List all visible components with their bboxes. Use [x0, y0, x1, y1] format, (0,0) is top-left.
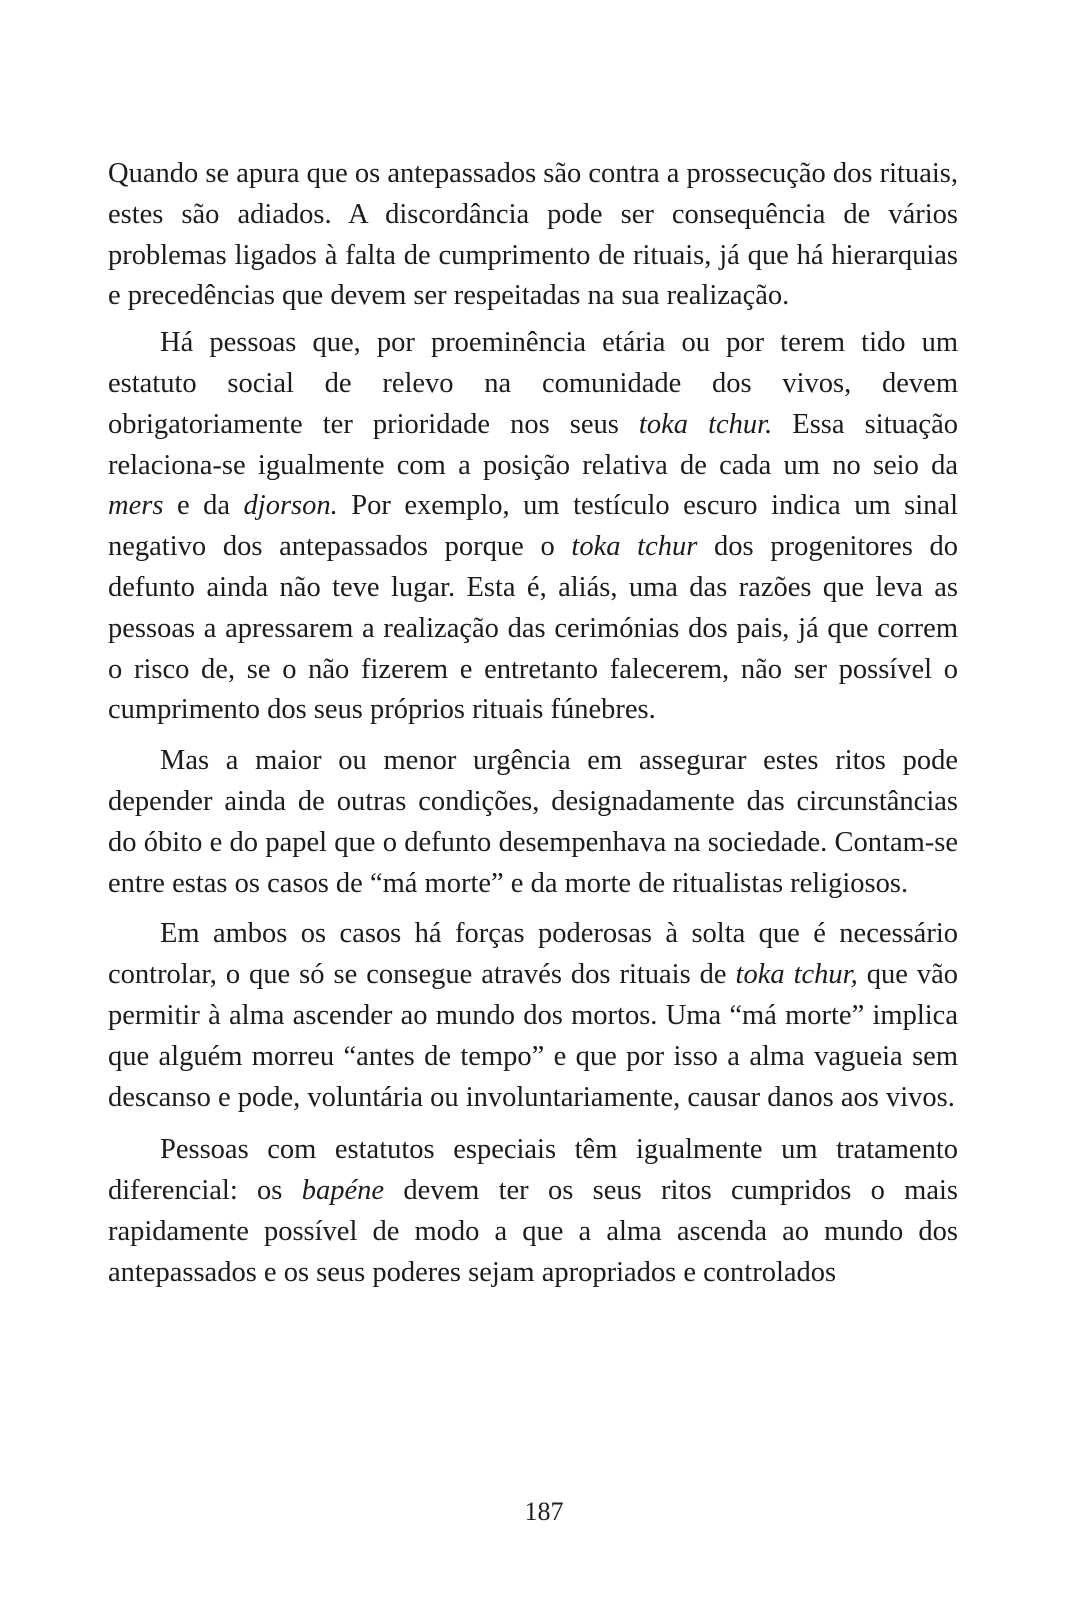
- paragraph-1: [108, 154, 958, 317]
- term-djorson: djorson.: [243, 490, 338, 522]
- paragraph-4: [108, 914, 958, 1118]
- paragraph-2: [108, 323, 958, 731]
- term-mers: mers: [108, 490, 164, 522]
- term-toka-tchur: toka tchur.: [638, 408, 773, 440]
- paragraph-5-text-2: devem ter os seus ritos cumpridos o mais rapidamente possível de modo a que a alma ascenda ao mundo dos antepassados e os seus poderes sejam apropriados e controlados: [108, 1175, 958, 1288]
- paragraph-5: [108, 1130, 958, 1293]
- paragraph-2-text-2: Essa situação relaciona-se igualmente com a posição relativa de cada um no seio da: [108, 408, 958, 481]
- paragraph-2-text-5: dos progenitores do defunto ainda não teve lugar. Esta é, aliás, uma das razões que leva as pessoas a apressarem a realização das cerimónias dos pais, já que correm o risco de, se o não fizerem e entretanto falecerem, não ser possível o cumprimento dos seus próprios rituais fúnebres.: [108, 531, 958, 726]
- paragraph-2-text-3: e da: [163, 490, 244, 522]
- term-toka-tchur-3: toka tchur,: [735, 959, 858, 991]
- paragraph-2-text-1: Há pessoas que, por proeminência etária ou por terem tido um estatuto social de relevo na comunidade dos vivos, devem obrigatoriamente ter prioridade nos seus: [108, 327, 958, 440]
- paragraph-4-text-1: Em ambos os casos há forças poderosas à solta que é necessário controlar, o que só se consegue através dos rituais de: [108, 918, 958, 991]
- paragraph-3: [108, 741, 958, 904]
- term-bapene: bapéne: [301, 1175, 385, 1207]
- paragraph-3-text: Mas a maior ou menor urgência em assegurar estes ritos pode depender ainda de outras condições, designadamente das circunstâncias do óbito e do papel que o defunto desempenhava na sociedade. Contam-se entre estas os casos de “má morte” e da morte de ritualistas religiosos.: [108, 745, 958, 899]
- paragraph-2-text-4: Por exemplo, um testículo escuro indica um sinal negativo dos antepassados porque o: [108, 490, 958, 563]
- paragraph-4-text-2: que vão permitir à alma ascender ao mundo dos mortos. Uma “má morte” implica que alguém morreu “antes de tempo” e que por isso a alma vagueia sem descanso e pode, voluntária ou involuntariamente, causar danos aos vivos.: [108, 959, 958, 1113]
- body-text: [108, 154, 958, 1294]
- paragraph-1-text: Quando se apura que os antepassados são contra a prossecução dos rituais, estes são adiados. A discordância pode ser consequência de vários problemas ligados à falta de cumprimento de rituais, já que há hierarquias e precedências que devem ser respeitadas na sua realização.: [108, 158, 958, 312]
- term-toka-tchur-2: toka tchur: [571, 531, 698, 563]
- page-number: 187: [524, 1497, 564, 1526]
- paragraph-5-text-1: Pessoas com estatutos especiais têm igualmente um tratamento diferencial: os: [108, 1134, 958, 1207]
